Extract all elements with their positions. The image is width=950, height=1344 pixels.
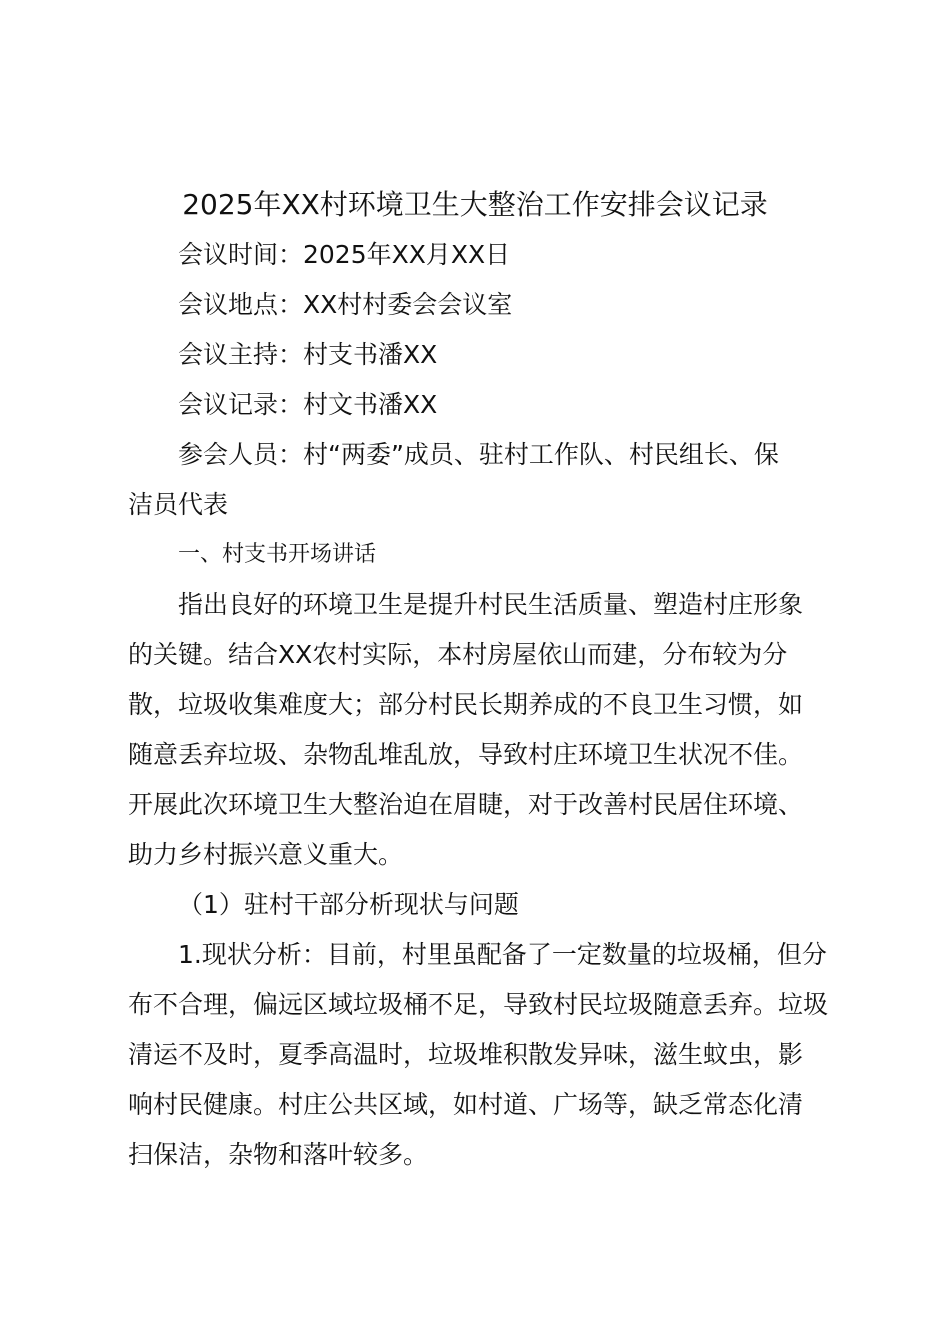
paragraph-line: 清运不及时，夏季高温时，垃圾堆积散发异味，滋生蚊虫，影 [128, 1040, 804, 1069]
section-heading-1: 一、村支书开场讲话 [178, 542, 377, 567]
meeting-place: 会议地点：XX村村委会会议室 [178, 290, 513, 319]
paragraph-line: 扫保洁，杂物和落叶较多。 [128, 1140, 429, 1169]
paragraph-line: 随意丢弃垃圾、杂物乱堆乱放，导致村庄环境卫生状况不佳。 [128, 740, 804, 769]
paragraph-line: 助力乡村振兴意义重大。 [128, 840, 404, 869]
paragraph-line: 开展此次环境卫生大整治迫在眉睫，对于改善村民居住环境、 [128, 790, 804, 819]
paragraph-line: 的关键。结合XX农村实际，本村房屋依山而建，分布较为分 [128, 640, 788, 669]
meeting-recorder: 会议记录：村文书潘XX [178, 390, 438, 419]
paragraph-line: 指出良好的环境卫生是提升村民生活质量、塑造村庄形象 [178, 590, 804, 619]
subsection-heading-1: （1）驻村干部分析现状与问题 [178, 890, 519, 919]
meeting-time: 会议时间：2025年XX月XX日 [178, 240, 511, 269]
meeting-attendees-line1: 参会人员：村“两委”成员、驻村工作队、村民组长、保 [178, 440, 779, 469]
paragraph-line: 散，垃圾收集难度大；部分村民长期养成的不良卫生习惯，如 [128, 690, 804, 719]
meeting-host: 会议主持：村支书潘XX [178, 340, 438, 369]
paragraph-line: 1.现状分析：目前，村里虽配备了一定数量的垃圾桶，但分 [178, 940, 827, 969]
meeting-attendees-line2: 洁员代表 [128, 490, 229, 519]
paragraph-line: 布不合理，偏远区域垃圾桶不足，导致村民垃圾随意丢弃。垃圾 [128, 990, 829, 1019]
paragraph-line: 响村民健康。村庄公共区域，如村道、广场等，缺乏常态化清 [128, 1090, 804, 1119]
document-title: 2025年XX村环境卫生大整治工作安排会议记录 [182, 188, 768, 221]
